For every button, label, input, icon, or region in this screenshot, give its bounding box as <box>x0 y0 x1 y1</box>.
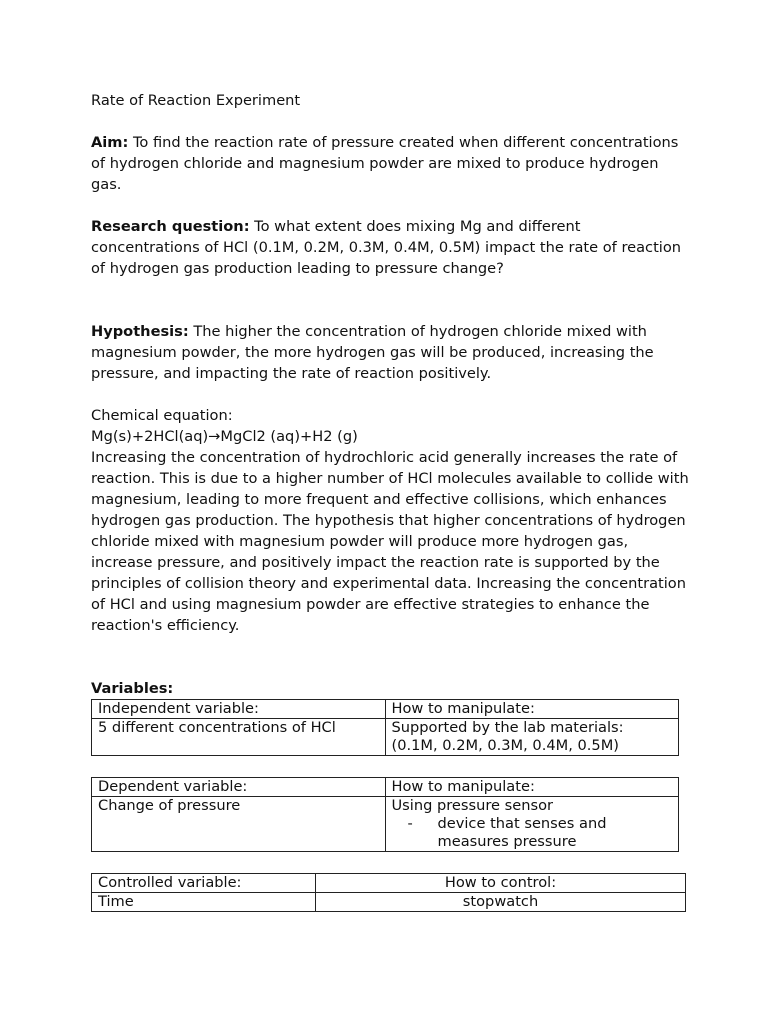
research-question-text: To what extent does mixing Mg and different concentrations of HCl (0.1M, 0.2M, 0.3M, 0.4M, 0.5M) impact the rate of reaction of hydrogen gas production leading to pressure change? <box>91 218 682 277</box>
table-row <box>92 778 679 797</box>
list-item <box>392 815 673 851</box>
chemical-explanation: Increasing the concentration of hydrochloric acid generally increases the rate of reaction. This is due to a higher number of HCl molecules available to collide with magnesium, leading to more frequent and effective collisions, which enhances hydrogen gas production. The hypothesis that higher concentrations of hydrogen chloride mixed with magnesium powder will produce more hydrogen gas, increase pressure, and positively impact the reaction rate is supported by the principles of collision theory and experimental data. Increasing the concentration of HCl and using magnesium powder are effective strategies to enhance the reaction's efficiency. <box>91 449 689 634</box>
document-page <box>91 90 691 912</box>
table-cell: Change of pressure <box>92 797 386 852</box>
research-question-paragraph <box>91 216 691 279</box>
dash-bullet: - <box>407 815 413 832</box>
table-cell: Controlled variable: <box>92 874 316 893</box>
table-cell: How to control: <box>316 874 686 893</box>
variables-heading: Variables: <box>91 680 174 697</box>
hypothesis-label: Hypothesis: <box>91 323 189 340</box>
table-cell <box>385 797 679 852</box>
document-title: Rate of Reaction Experiment <box>91 92 301 109</box>
controlled-variable-table <box>91 873 686 912</box>
hypothesis-text: The higher the concentration of hydrogen chloride mixed with magnesium powder, the more hydrogen gas will be produced, increasing the pressure, and impacting the rate of reaction positively. <box>91 323 654 382</box>
cell-line: (0.1M, 0.2M, 0.3M, 0.4M, 0.5M) <box>391 737 620 754</box>
chemical-equation: Mg(s)+2HCl(aq)→MgCl2 (aq)+H2 (g) <box>91 428 358 445</box>
table-cell: Time <box>92 893 316 912</box>
table-cell: 5 different concentrations of HCl <box>92 719 386 756</box>
table-cell: Independent variable: <box>92 700 386 719</box>
table-cell: stopwatch <box>316 893 686 912</box>
aim-paragraph <box>91 132 691 195</box>
table-cell: How to manipulate: <box>385 700 679 719</box>
table-cell: Dependent variable: <box>92 778 386 797</box>
hypothesis-paragraph <box>91 321 691 384</box>
table-cell <box>385 719 679 756</box>
list-item-text: device that senses and measures pressure <box>437 815 607 850</box>
research-question-label: Research question: <box>91 218 250 235</box>
chemical-equation-label: Chemical equation: <box>91 407 233 424</box>
table-row <box>92 797 679 852</box>
table-row <box>92 893 686 912</box>
table-row <box>92 719 679 756</box>
dependent-variable-table <box>91 777 679 852</box>
table-row <box>92 700 679 719</box>
aim-text: To find the reaction rate of pressure created when different concentrations of hydrogen chloride and magnesium powder are mixed to produce hydrogen gas. <box>91 134 679 193</box>
table-cell: How to manipulate: <box>385 778 679 797</box>
table-row <box>92 874 686 893</box>
independent-variable-table <box>91 699 679 756</box>
cell-line: Using pressure sensor <box>391 797 554 814</box>
cell-line: Supported by the lab materials: <box>391 719 624 736</box>
aim-label: Aim: <box>91 134 129 151</box>
